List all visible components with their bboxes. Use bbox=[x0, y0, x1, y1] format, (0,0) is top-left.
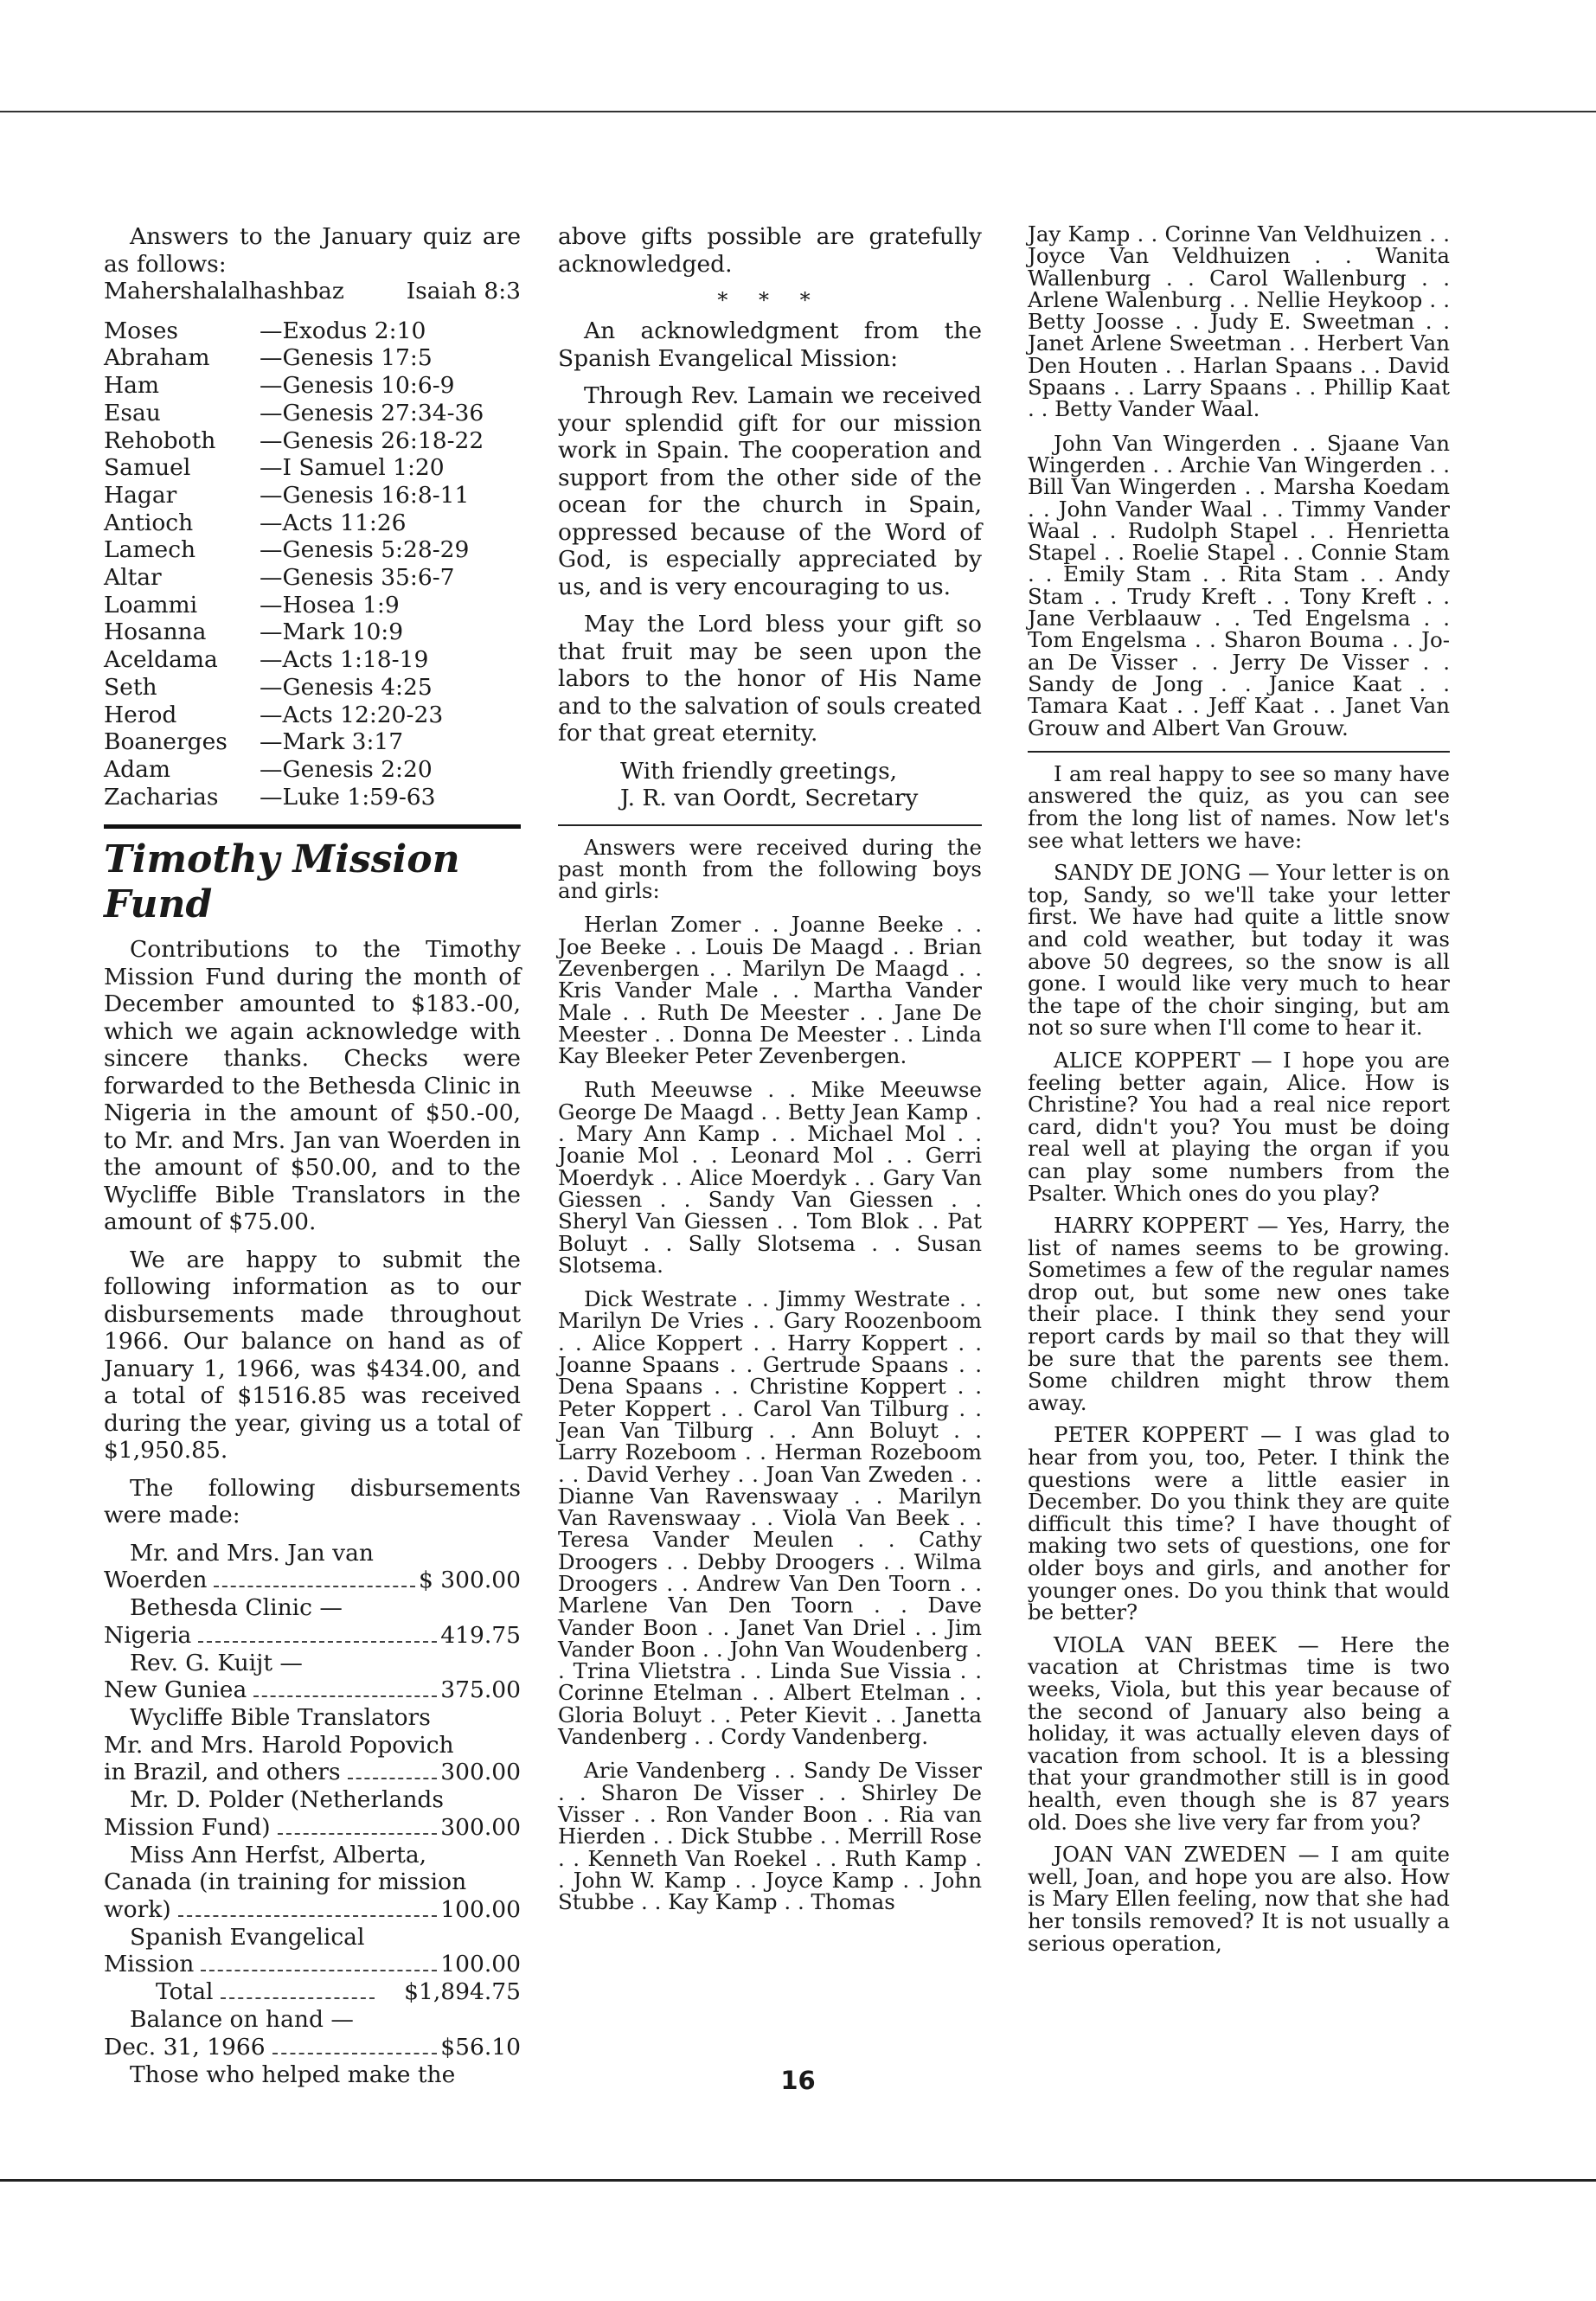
quiz-ref: —Luke 1:59-63 bbox=[260, 783, 436, 811]
names-paragraph: Herlan Zomer . . Joanne Beeke . . Joe Beeke . . Louis De Maagd . . Brian Zevenbergen . . Marilyn De Maagd . . Kris Vander Male . . Martha Vander Male . . Ruth De Meester . . Jane De Meester . . Donna De Meester . . Linda Kay Bleeker Peter Zevenbergen. bbox=[558, 912, 982, 1069]
names-paragraph: Dick Westrate . . Jimmy Westrate . . Marilyn De Vries . . Gary Roozenboom . . Alice Koppert . . Harry Koppert . . Joanne Spaans . . Gertrude Spaans . . Dena Spaans . . Christine Koppert . . Peter Koppert . . Carol Van Tilburg . . Jean Van Tilburg . . Ann Boluyt . . Larry Rozeboom . . Herman Rozeboom . . David Verhey . . Joan Van Zweden . . Dianne Van Ravenswaay . . Marilyn Van Ravenswaay . . Viola Van Beek . . Teresa Vander Meulen . . Cathy Droogers . . Debby Droogers . . Wilma Droogers . . Andrew Van Den Toorn . . Marlene Van Den Toorn . . Dave Vander Boon . . Janet Van Driel . . Jim Vander Boon . . John Van Woudenberg . . Trina Vlietstra . . Linda Sue Vissia . . Corinne Etelman . . Albert Etelman . . Gloria Boluyt . . Peter Kievit . . Janetta Vandenberg . . Cordy Vandenberg. bbox=[558, 1286, 982, 1750]
quiz-answer bbox=[104, 784, 521, 811]
quiz-ref: —Acts 11:26 bbox=[260, 509, 407, 536]
quiz-ref: —Genesis 35:6-7 bbox=[260, 564, 455, 592]
disbursement-label: Mr. D. Polder (Netherlands bbox=[130, 1786, 444, 1814]
quiz-ref: —Mark 10:9 bbox=[260, 619, 404, 646]
quiz-name: Loammi bbox=[104, 591, 198, 619]
quiz-ref: —Acts 1:18-19 bbox=[260, 646, 429, 674]
disbursement-amount: $ 300.00 bbox=[418, 1567, 521, 1594]
quiz-answer bbox=[104, 427, 521, 455]
total-label: Total bbox=[156, 1978, 214, 2006]
letter-reply: JOAN VAN ZWEDEN — I am quite well, Joan, and hope you are also. How is Mary Ellen feeling, now that she had her tonsils removed? It is not usually a serious operation, bbox=[1028, 1842, 1450, 1956]
names-paragraph: John Van Wingerden . . Sjaane Van Wingerden . . Archie Van Wingerden . . Bill Van Wingerden . . Marsha Koedam . . John Vander Waal . . Timmy Vander Waal . . Rudolph Stapel . . Henrietta Stapel . . Roelie Stapel . . Connie Stam . . Emily Stam . . Rita Stam . . Andy Stam . . Trudy Kreft . . Tony Kreft . . Jane Verblaauw . . Ted Engelsma . . Tom Engelsma . . Sharon Bouma . . Jo-an De Visser . . Jerry De Visser . . Sandy de Jong . . Janice Kaat . . Tamara Kaat . . Jeff Kaat . . Janet Van Grouw and Albert Van Grouw. bbox=[1028, 430, 1450, 740]
column-right bbox=[1028, 223, 1450, 1965]
section-divider bbox=[558, 824, 982, 826]
disbursement-label: Mr. and Mrs. Harold Popovich bbox=[104, 1731, 454, 1759]
leader-dots bbox=[198, 1641, 437, 1643]
disbursement-name: in Brazil, and others bbox=[104, 1759, 341, 1786]
signature: J. R. van Oordt, Secretary bbox=[620, 785, 919, 811]
leader-dots bbox=[253, 1695, 437, 1697]
quiz-ref: —Genesis 16:8-11 bbox=[260, 481, 470, 509]
quiz-ref: —Genesis 4:25 bbox=[260, 673, 433, 701]
disbursement-line bbox=[104, 1759, 521, 1786]
disbursement-amount: 100.00 bbox=[440, 1951, 521, 1978]
names-paragraph: Arie Vandenberg . . Sandy De Visser . . Sharon De Visser . . Shirley De Visser . . Ron Vander Boon . . Ria van Hierden . . Dick Stubbe . . Merrill Rose . . Kenneth Van Roekel . . Ruth Kamp . . John W. Kamp . . Joyce Kamp . . John Stubbe . . Kay Kamp . . Thomas bbox=[558, 1758, 982, 1915]
quiz-answer bbox=[104, 619, 521, 646]
quiz-name: Moses bbox=[104, 317, 178, 344]
quiz-ref: —Hosea 1:9 bbox=[260, 591, 400, 619]
disbursement-name: Woerden bbox=[104, 1567, 208, 1594]
quiz-name: Altar bbox=[104, 564, 162, 592]
fund-paragraph-3: The following disbursements were made: bbox=[104, 1474, 521, 1529]
top-rule bbox=[0, 111, 1596, 112]
quiz-name: Esau bbox=[104, 399, 161, 426]
quiz-intro: Answers to the January quiz are as follows: bbox=[104, 223, 521, 278]
balance-line bbox=[104, 2034, 521, 2061]
section-divider bbox=[104, 824, 521, 829]
fund-paragraph-2: We are happy to submit the following information as to our disbursements made throughout 1966. Our balance on hand as of January 1, 1966, was $434.00, and a total of $1516.85 was received during the year, giving us a total of $1,950.85. bbox=[104, 1246, 521, 1465]
quiz-ref: —Genesis 10:6-9 bbox=[260, 372, 455, 400]
disbursement-amount: 375.00 bbox=[440, 1676, 521, 1704]
disbursement-amount: 100.00 bbox=[440, 1895, 521, 1923]
quiz-name: Antioch bbox=[104, 509, 194, 536]
greeting: With friendly greetings, bbox=[620, 757, 898, 785]
ack-paragraph-1: Through Rev. Lamain we received your splendid gift for our mission work in Spain. The cooperation and support from the other side of the ocean for the church in Spain, oppressed because of the Word of God, is especially appreciated by us, and is very encouraging to us. bbox=[558, 382, 982, 600]
closing-start: Those who helped make the bbox=[130, 2061, 456, 2088]
quiz-name: Aceldama bbox=[104, 646, 218, 674]
letter-reply: VIOLA VAN BEEK — Here the vacation at Christmas time is two weeks, Viola, but this year because of the second of January also being a holiday, it was actually eleven days of vacation from school. It is a blessing that your grandmother still is in good health, even though she is 87 years old. Does she live very far from you? bbox=[1028, 1631, 1450, 1835]
quiz-answer bbox=[104, 646, 521, 674]
balance-date: Dec. 31, 1966 bbox=[104, 2033, 266, 2061]
quiz-answer bbox=[104, 344, 521, 372]
quiz-answer bbox=[104, 564, 521, 592]
letter-reply: PETER KOPPERT — I was glad to hear from you, too, Peter. I think the questions were a little easier in December. Do you think they are quite difficult this time? I have thought of making two sets of questions, one for older boys and girls, and another for younger ones. Do you think that would be better? bbox=[1028, 1422, 1450, 1625]
leader-dots bbox=[272, 2053, 438, 2054]
quiz-answer bbox=[104, 400, 521, 427]
disbursement-list bbox=[104, 1540, 521, 2089]
quiz-answer-first bbox=[104, 278, 521, 305]
names-paragraph: Ruth Meeuwse . . Mike Meeuwse George De Maagd . . Betty Jean Kamp . . Mary Ann Kamp . . Michael Mol . . Joanie Mol . . Leonard Mol . . Gerri Moerdyk . . Alice Moerdyk . . Gary Van Giessen . . Sandy Van Giessen . . Sheryl Van Giessen . . Tom Blok . . Pat Boluyt . . Sally Slotsema . . Susan Slotsema. bbox=[558, 1077, 982, 1278]
quiz-ref: —Exodus 2:10 bbox=[260, 317, 426, 344]
leader-dots bbox=[221, 1997, 375, 1999]
quiz-answer bbox=[104, 317, 521, 345]
disbursement-name: Mission Fund) bbox=[104, 1813, 271, 1841]
disbursement-label: Miss Ann Herfst, Alberta, bbox=[130, 1841, 427, 1868]
disbursement-label: Bethesda Clinic — bbox=[130, 1594, 343, 1622]
disbursement-label: Mr. and Mrs. Jan van bbox=[130, 1539, 374, 1567]
quiz-answer bbox=[104, 674, 521, 702]
ack-intro: An acknowledgment from the Spanish Evangelical Mission: bbox=[558, 317, 982, 372]
leader-dots bbox=[201, 1970, 437, 1971]
quiz-name: Abraham bbox=[104, 344, 210, 372]
quiz-name: Samuel bbox=[104, 454, 191, 482]
quiz-name: Lamech bbox=[104, 536, 196, 564]
disbursement-line bbox=[104, 1896, 521, 1924]
page-number: 16 bbox=[780, 2066, 816, 2095]
balance-amount: $56.10 bbox=[440, 2033, 521, 2061]
leader-dots bbox=[178, 1915, 438, 1917]
quiz-answer bbox=[104, 510, 521, 537]
quiz-ref: —Mark 3:17 bbox=[260, 728, 404, 756]
quiz-answer bbox=[104, 454, 521, 482]
quiz-ref: —Genesis 5:28-29 bbox=[260, 536, 470, 564]
quiz-answer bbox=[104, 756, 521, 784]
quiz-ref: Isaiah 8:3 bbox=[406, 278, 521, 304]
quiz-name: Zacharias bbox=[104, 783, 219, 811]
leader-dots bbox=[278, 1833, 438, 1835]
quiz-name: Mahershalalhashbaz bbox=[104, 278, 344, 304]
disbursement-line bbox=[104, 1676, 521, 1704]
leader-dots bbox=[214, 1586, 415, 1587]
quiz-ref: —Acts 12:20-23 bbox=[260, 701, 444, 728]
names-paragraph: Jay Kamp . . Corinne Van Veldhuizen . . Joyce Van Veldhuizen . . Wanita Wallenburg . . Carol Wallenburg . . Arlene Walenburg . . Nellie Heykoop . . Betty Joosse . . Judy E. Sweetman . . Janet Arlene Sweetman . . Herbert Van Den Houten . . Harlan Spaans . . David Spaans . . Larry Spaans . . Phillip Kaat . . Betty Vander Waal. bbox=[1028, 221, 1450, 422]
quiz-answer bbox=[104, 702, 521, 729]
disbursement-label: Spanish Evangelical bbox=[130, 1923, 365, 1951]
letter-reply: SANDY DE JONG — Your letter is on top, Sandy, so we'll take your letter first. We have had quite a little snow and cold weather, but today it was above 50 degrees, so the snow is all gone. I would like very much to hear the tape of the choir singing, but am not so sure when I'll come to hear it. bbox=[1028, 860, 1450, 1041]
disbursement-amount: 300.00 bbox=[440, 1759, 521, 1786]
disbursement-name: Nigeria bbox=[104, 1621, 192, 1649]
column-left bbox=[104, 223, 521, 2099]
fund-paragraph-1: Contributions to the Timothy Mission Fund during the month of December amounted to $183.-00, which we again acknowledge with sincere thanks. Checks were forwarded to the Bethesda Clinic in Nigeria in the amount of $50.-00, to Mr. and Mrs. Jan van Woerden in the amount of $50.00, and to the Wycliffe Bible Translators in the amount of $75.00. bbox=[104, 936, 521, 1236]
section-divider bbox=[1028, 751, 1450, 753]
leader-dots bbox=[348, 1778, 438, 1779]
quiz-ref: —Genesis 26:18-22 bbox=[260, 426, 484, 454]
disbursement-name: work) bbox=[104, 1895, 171, 1923]
quiz-ref: —Genesis 17:5 bbox=[260, 344, 433, 372]
total-line bbox=[104, 1978, 521, 2006]
column-middle bbox=[558, 223, 982, 1925]
letter-reply: ALICE KOPPERT — I hope you are feeling better again, Alice. How is Christine? You had a real nice report card, didn't you? You must be doing real well at playing the organ if you can play some numbers from the Psalter. Which ones do you play? bbox=[1028, 1047, 1450, 1206]
quiz-answer bbox=[104, 482, 521, 510]
disbursement-amount: 419.75 bbox=[440, 1621, 521, 1649]
quiz-answer bbox=[104, 728, 521, 756]
quiz-name: Ham bbox=[104, 372, 160, 400]
disbursement-name: Mission bbox=[104, 1951, 195, 1978]
disbursement-label: Wycliffe Bible Translators bbox=[130, 1704, 431, 1732]
disbursement-label: Canada (in training for mission bbox=[104, 1868, 467, 1896]
quiz-name: Boanerges bbox=[104, 728, 228, 756]
disbursement-amount: 300.00 bbox=[440, 1813, 521, 1841]
quiz-answer-list bbox=[104, 317, 521, 811]
quiz-ref: —Genesis 27:34-36 bbox=[260, 399, 484, 426]
letters-list bbox=[1028, 862, 1450, 1954]
letter-reply: HARRY KOPPERT — Yes, Harry, the list of names seems to be growing. Sometimes a few of the regular names drop out, but some new ones take their place. I think they send your report cards by mail so that they will be sure that the parents see them. Some children might throw them away. bbox=[1028, 1213, 1450, 1415]
disbursement-label: Rev. G. Kuijt — bbox=[130, 1649, 303, 1676]
disbursement-line bbox=[104, 1951, 521, 1978]
quiz-answer bbox=[104, 372, 521, 400]
quiz-ref: —I Samuel 1:20 bbox=[260, 454, 445, 482]
disbursement-line bbox=[104, 1567, 521, 1594]
quiz-name: Seth bbox=[104, 673, 157, 701]
disbursement-name: New Guniea bbox=[104, 1676, 247, 1704]
disbursement-line bbox=[104, 1814, 521, 1842]
quiz-ref: —Genesis 2:20 bbox=[260, 755, 433, 783]
quiz-answer bbox=[104, 536, 521, 564]
letters-intro: I am real happy to see so many have answered the quiz, as you can see from the long list of names. Now let's see what letters we have: bbox=[1028, 760, 1450, 853]
disbursement-line bbox=[104, 1622, 521, 1650]
balance-label: Balance on hand — bbox=[130, 2006, 354, 2034]
fund-title: Timothy Mission Fund bbox=[104, 837, 460, 927]
quiz-name: Adam bbox=[104, 755, 171, 783]
quiz-name: Hosanna bbox=[104, 619, 207, 646]
answers-intro: Answers were received during the past month from the following boys and girls: bbox=[558, 834, 982, 904]
total-amount: $1,894.75 bbox=[404, 1978, 521, 2006]
section-stars: * * * bbox=[717, 288, 823, 312]
quiz-name: Rehoboth bbox=[104, 426, 216, 454]
bottom-rule bbox=[0, 2179, 1596, 2182]
closing-end: above gifts possible are gratefully acknowledged. bbox=[558, 223, 982, 278]
quiz-name: Herod bbox=[104, 701, 177, 728]
ack-paragraph-2: May the Lord bless your gift so that fruit may be seen upon the labors to the honor of His Name and to the salvation of souls created for that great eternity. bbox=[558, 611, 982, 747]
quiz-answer bbox=[104, 592, 521, 619]
quiz-name: Hagar bbox=[104, 481, 177, 509]
